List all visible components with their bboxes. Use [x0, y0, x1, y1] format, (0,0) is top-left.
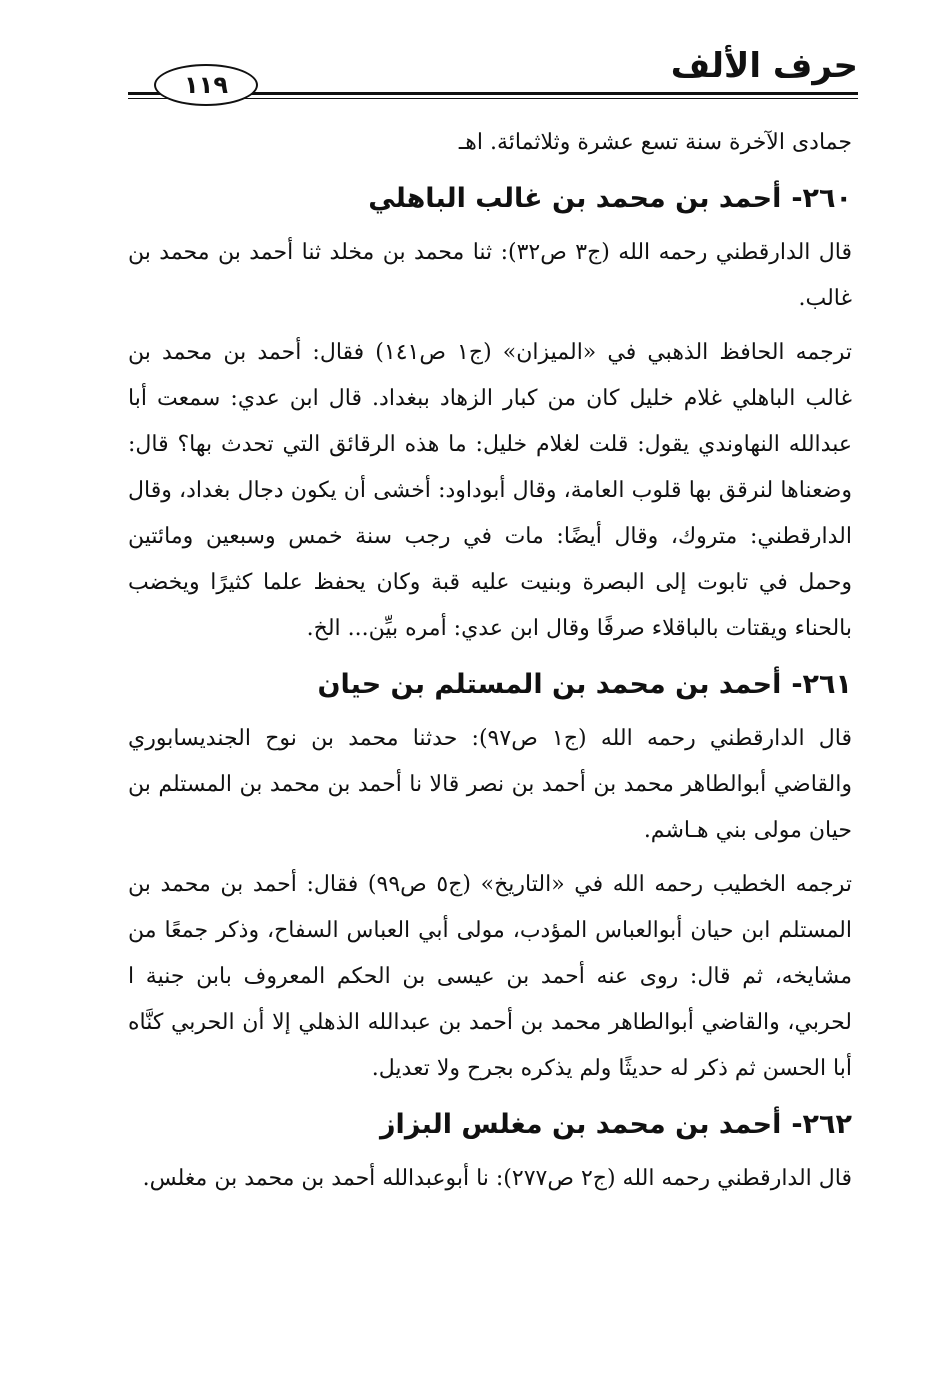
entry-number: ٢٦٢- [791, 1109, 852, 1140]
entry-paragraph: قال الدارقطني رحمه الله (ج٣ ص٣٢): ثنا محمد بن مخلد ثنا أحمد بن محمد بن غالب. [128, 240, 853, 311]
entry-paragraph: ترجمه الحافظ الذهبي في «الميزان» (ج١ ص١٤١) فقال: أحمد بن محمد بن غالب الباهلي غلام خليل كان من كبار الزهاد ببغداد. قال ابن عدي: سمعت أبا عبدالله النهاوندي يقول: قلت لغلام خليل: ما هذه الرقائق التي تحدث بها؟ قال: وضعناها لنرقق بها قلوب العامة، وقال أبوداود: أخشى أن يكون دجال بغداد، وقال الدارقطني: متروك، وقال أيضًا: مات في رجب سنة خمس وسبعين ومائتين وحمل في تابوت إلى البصرة وبنيت عليه قبة وكان يحفظ علما كثيرًا ويخضب بالحناء ويقتات بالباقلاء صرفًا وقال ابن عدي: أمره بيِّن... الخ. [128, 340, 853, 641]
chapter-title: حرف الألف [670, 46, 858, 86]
entry-number: ٢٦١- [791, 669, 852, 700]
entry-260 [128, 176, 852, 652]
entry-heading [128, 662, 852, 708]
entry-name: أحمد بن محمد بن مغلس البزاز [380, 1109, 782, 1140]
entry-paragraph: ترجمه الخطيب رحمه الله في «التاريخ» (ج٥ ص٩٩) فقال: أحمد بن محمد بن المستلم ابن حيان أبوالعباس المؤدب، مولى أبي العباس السفاح، وذكر جمعًا من مشايخه، ثم قال: روى عنه أحمد بن عيسى بن الحكم المعروف بابن جنية ا لحربي، والقاضي أبوالطاهر محمد بن أحمد بن عبدالله الذهلي إلا أن الحربي كنَّاه أبا الحسن ثم ذكر له حديثًا ولم يذكره بجرح ولا تعديل. [128, 872, 853, 1081]
page-number: ١١٩ [154, 64, 258, 106]
entry-name: أحمد بن محمد بن غالب الباهلي [368, 183, 782, 214]
page-content [128, 120, 852, 1202]
entry-name: أحمد بن محمد بن المستلم بن حيان [317, 669, 782, 700]
entry-paragraph: قال الدارقطني رحمه الله (ج١ ص٩٧): حدثنا محمد بن نوح الجنديسابوري والقاضي أبوالطاهر محمد بن أحمد بن نصر قالا نا أحمد بن محمد بن المستلم بن حيان مولى بني هـاشم. [128, 726, 853, 843]
entry-heading [128, 176, 852, 222]
intro-paragraph: جمادى الآخرة سنة تسع عشرة وثلاثمائة. اهـ [458, 130, 852, 155]
entry-heading [128, 1102, 852, 1148]
entry-number: ٢٦٠- [791, 183, 852, 214]
entry-paragraph: قال الدارقطني رحمه الله (ج٢ ص٢٧٧): نا أبوعبدالله أحمد بن محمد بن مغلس. [142, 1166, 852, 1191]
page-header [128, 40, 858, 110]
entry-262 [128, 1102, 852, 1202]
entry-261 [128, 662, 852, 1092]
